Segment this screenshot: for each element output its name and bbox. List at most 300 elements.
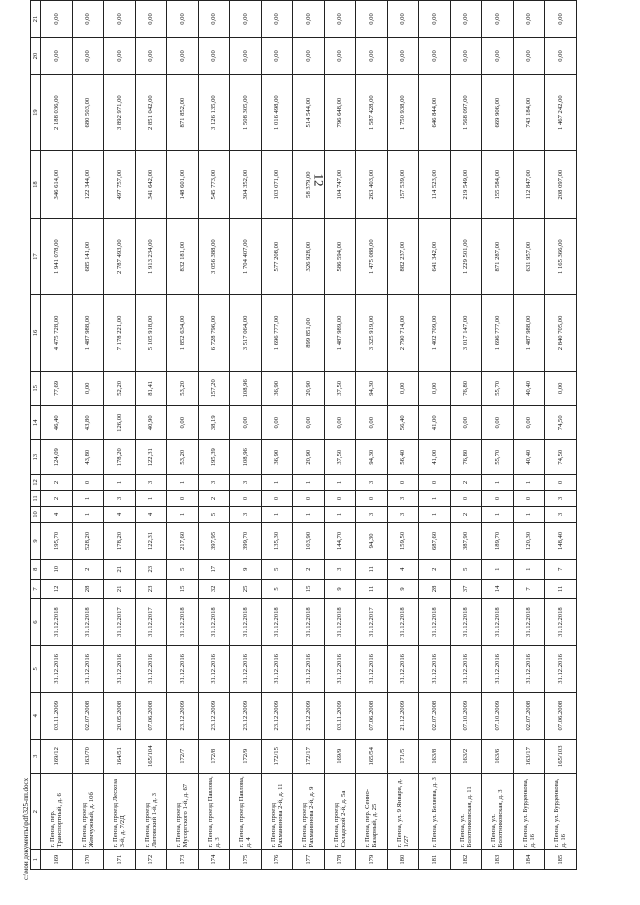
table-cell: 46,40 — [41, 406, 73, 440]
table-cell: 0,00 — [72, 1, 104, 38]
table-cell: 5 — [198, 506, 230, 522]
table-cell: 31.12.2017 — [104, 599, 136, 646]
table-cell: 41,00 — [419, 440, 451, 474]
table-cell: 23.12.2009 — [261, 692, 293, 739]
table-cell: 304 352,00 — [230, 151, 262, 219]
table-cell: 3 — [198, 474, 230, 490]
table-cell: 0,00 — [513, 38, 545, 75]
table-cell: 387,90 — [450, 522, 482, 559]
table-cell: 155 584,00 — [482, 151, 514, 219]
table-cell: 169/12 — [41, 739, 73, 773]
address-cell: г. Пенза, ул. 9 Января, д. 1/27 — [387, 774, 419, 850]
table-cell: 178 — [324, 850, 356, 870]
table-cell: 159,50 — [387, 522, 419, 559]
table-cell: 1 487 988,00 — [513, 295, 545, 371]
table-cell: 514 544,00 — [293, 74, 325, 150]
table-cell: 43,80 — [72, 406, 104, 440]
table-cell: 0,00 — [482, 38, 514, 75]
table-cell: 5 — [450, 559, 482, 579]
table-cell: 0 — [261, 490, 293, 506]
table-cell: 165/54 — [356, 739, 388, 773]
table-cell: 104 747,00 — [324, 151, 356, 219]
table-cell: 1 696 777,00 — [261, 295, 293, 371]
table-cell: 0,00 — [230, 1, 262, 38]
table-cell: 0,00 — [513, 1, 545, 38]
table-cell: 7 — [513, 579, 545, 599]
table-cell: 497 757,00 — [104, 151, 136, 219]
table-cell: 2 188 036,00 — [41, 74, 73, 150]
table-cell: 1 — [482, 506, 514, 522]
table-cell: 02.07.2008 — [513, 692, 545, 739]
table-cell: 120,30 — [513, 522, 545, 559]
column-header: 9 — [31, 522, 41, 559]
table-cell: 03.11.2009 — [324, 692, 356, 739]
table-cell: 52,20 — [104, 371, 136, 405]
table-cell: 0,00 — [135, 1, 167, 38]
address-cell: г. Пенза, проезд Литовский 1-й, д. 3 — [135, 774, 167, 850]
table-cell: 28 — [419, 579, 451, 599]
table-cell: 31.12.2018 — [230, 599, 262, 646]
column-header: 7 — [31, 579, 41, 599]
table-cell: 0,00 — [293, 406, 325, 440]
table-cell: 0,00 — [261, 38, 293, 75]
table-cell: 0,00 — [167, 406, 199, 440]
table-cell: 41,00 — [419, 406, 451, 440]
column-header: 6 — [31, 599, 41, 646]
table-cell: 3 — [387, 506, 419, 522]
table-cell: 37 — [450, 579, 482, 599]
table-cell: 07.06.2008 — [135, 692, 167, 739]
column-header: 10 — [31, 506, 41, 522]
table-cell: 0,00 — [513, 406, 545, 440]
table-cell: 9 — [324, 579, 356, 599]
table-row — [293, 1, 325, 870]
table-cell: 5 — [261, 559, 293, 579]
table-cell: 7 178 221,00 — [104, 295, 136, 371]
table-cell: 36,90 — [261, 371, 293, 405]
table-cell: 4 — [41, 506, 73, 522]
table-cell: 687,60 — [419, 522, 451, 559]
table-cell: 0,00 — [482, 406, 514, 440]
table-cell: 81,41 — [135, 371, 167, 405]
table-cell: 56,40 — [387, 406, 419, 440]
table-cell: 11 — [356, 579, 388, 599]
table-cell: 108,96 — [230, 371, 262, 405]
table-cell: 1 402 709,00 — [419, 295, 451, 371]
table-cell: 219 549,00 — [450, 151, 482, 219]
table-cell: 94,30 — [356, 371, 388, 405]
table-cell: 157,20 — [198, 371, 230, 405]
table-cell: 31.12.2016 — [419, 646, 451, 693]
table-cell: 0 — [293, 490, 325, 506]
table-cell: 31.12.2018 — [450, 599, 482, 646]
table-cell: 577 208,00 — [261, 218, 293, 294]
table-row — [104, 1, 136, 870]
table-cell: 94,30 — [356, 440, 388, 474]
table-cell: 0,00 — [167, 1, 199, 38]
table-cell: 02.07.2008 — [419, 692, 451, 739]
table-cell: 94,30 — [356, 522, 388, 559]
table-cell: 07.06.2008 — [545, 692, 577, 739]
table-cell: 3 — [387, 490, 419, 506]
table-cell: 31.12.2016 — [482, 646, 514, 693]
table-cell: 3 — [230, 506, 262, 522]
table-cell: 31.12.2016 — [72, 646, 104, 693]
table-cell: 2 840 705,00 — [545, 295, 577, 371]
table-cell: 0,00 — [356, 406, 388, 440]
address-cell: г. Пенза, ул. Болотниковская, д. 3 — [482, 774, 514, 850]
table-cell: 31.12.2016 — [261, 646, 293, 693]
table-cell: 5 — [261, 579, 293, 599]
table-cell: 40,40 — [513, 440, 545, 474]
table-cell: 6 728 796,00 — [198, 295, 230, 371]
table-cell: 3 126 135,00 — [198, 74, 230, 150]
table-cell: 685 141,00 — [72, 218, 104, 294]
address-cell: г. Пенза, проезд Рахманинова 2-й, д. 11 — [261, 774, 293, 850]
table-cell: 31.12.2016 — [450, 646, 482, 693]
table-cell: 2 — [198, 490, 230, 506]
table-cell: 36,90 — [261, 440, 293, 474]
table-cell: 181 — [419, 850, 451, 870]
table-cell: 1 — [293, 506, 325, 522]
table-cell: 0,00 — [545, 38, 577, 75]
table-cell: 163/17 — [513, 739, 545, 773]
table-cell: 1 568 097,00 — [450, 74, 482, 150]
table-cell: 31.12.2018 — [261, 599, 293, 646]
table-cell: 180 — [387, 850, 419, 870]
rotated-table-container — [30, 0, 582, 870]
table-cell: 0 — [387, 474, 419, 490]
table-cell: 641 342,00 — [419, 218, 451, 294]
table-cell: 0,00 — [230, 38, 262, 75]
table-cell: 7 — [545, 559, 577, 579]
column-header: 16 — [31, 295, 41, 371]
column-header: 20 — [31, 38, 41, 75]
table-cell: 53,20 — [167, 440, 199, 474]
table-cell: 1 467 242,00 — [545, 74, 577, 150]
table-cell: 23.12.2009 — [167, 692, 199, 739]
table-cell: 122,31 — [135, 522, 167, 559]
table-cell: 178,20 — [104, 440, 136, 474]
table-cell: 0,00 — [135, 38, 167, 75]
header-row — [31, 1, 41, 870]
address-cell: г. Пенза, проезд Жемчужный, д. 10б — [72, 774, 104, 850]
table-cell: 0 — [419, 474, 451, 490]
table-cell: 31.12.2016 — [324, 646, 356, 693]
table-cell: 0,00 — [104, 38, 136, 75]
table-cell: 1 — [261, 506, 293, 522]
table-cell: 03.11.2009 — [41, 692, 73, 739]
table-cell: 11 — [545, 579, 577, 599]
table-cell: 3 — [135, 474, 167, 490]
table-cell: 217,60 — [167, 522, 199, 559]
table-cell: 1 — [482, 474, 514, 490]
column-header: 14 — [31, 406, 41, 440]
table-cell: 31.12.2016 — [198, 646, 230, 693]
table-cell: 0 — [513, 490, 545, 506]
table-cell: 25 — [230, 579, 262, 599]
table-cell: 31.12.2016 — [41, 646, 73, 693]
table-cell: 171 — [104, 850, 136, 870]
table-cell: 31.12.2016 — [387, 646, 419, 693]
column-header: 17 — [31, 218, 41, 294]
table-cell: 0,00 — [450, 1, 482, 38]
table-cell: 1 941 078,00 — [41, 218, 73, 294]
table-cell: 2 — [293, 559, 325, 579]
table-cell: 4 — [387, 559, 419, 579]
table-cell: 346 614,00 — [41, 151, 73, 219]
table-cell: 148 601,00 — [167, 151, 199, 219]
table-cell: 76,80 — [450, 440, 482, 474]
table-cell: 1 — [419, 506, 451, 522]
table-row — [72, 1, 104, 870]
table-cell: 176 — [261, 850, 293, 870]
table-cell: 0,00 — [261, 406, 293, 440]
column-header: 21 — [31, 1, 41, 38]
table-cell: 40,90 — [135, 406, 167, 440]
table-cell: 2 — [450, 474, 482, 490]
column-header: 11 — [31, 490, 41, 506]
table-cell: 172/17 — [293, 739, 325, 773]
table-cell: 2 — [41, 474, 73, 490]
table-cell: 103,90 — [293, 522, 325, 559]
table-cell: 32 — [198, 579, 230, 599]
address-cell: г. Пенза, проезд Складской 2-й, д. 5а — [324, 774, 356, 850]
footer-file-path: c:\мои документы\pdf\325-пп.docx — [22, 777, 30, 880]
table-cell: 399,70 — [230, 522, 262, 559]
table-cell: 1 — [513, 506, 545, 522]
table-cell: 0,00 — [41, 1, 73, 38]
table-cell: 3 056 388,00 — [198, 218, 230, 294]
table-cell: 20.05.2008 — [104, 692, 136, 739]
table-cell: 31.12.2018 — [41, 599, 73, 646]
table-cell: 1 — [167, 506, 199, 522]
table-cell: 31.12.2016 — [135, 646, 167, 693]
table-cell: 1 — [293, 474, 325, 490]
table-cell: 40,40 — [513, 371, 545, 405]
table-cell: 1 — [324, 506, 356, 522]
column-header: 3 — [31, 739, 41, 773]
table-cell: 183 — [482, 850, 514, 870]
table-cell: 1 — [104, 474, 136, 490]
table-cell: 31.12.2018 — [482, 599, 514, 646]
table-cell: 31.12.2018 — [513, 599, 545, 646]
table-cell: 1 508 305,00 — [230, 74, 262, 150]
table-cell: 0 — [72, 474, 104, 490]
table-cell: 9 — [387, 579, 419, 599]
address-cell: г. Пенза, пер. Транспортный, д. 6 — [41, 774, 73, 850]
table-cell: 184 — [513, 850, 545, 870]
table-cell: 189,70 — [482, 522, 514, 559]
table-cell: 15 — [293, 579, 325, 599]
table-cell: 1 — [72, 490, 104, 506]
table-cell: 1 475 088,00 — [356, 218, 388, 294]
table-row — [41, 1, 73, 870]
table-cell: 899 851,00 — [293, 295, 325, 371]
column-header: 18 — [31, 151, 41, 219]
table-cell: 74,50 — [545, 406, 577, 440]
table-cell: 31.12.2016 — [545, 646, 577, 693]
table-cell: 58 379,00 — [293, 151, 325, 219]
data-table — [30, 0, 577, 870]
table-cell: 669 906,00 — [482, 74, 514, 150]
table-cell: 0 — [167, 490, 199, 506]
table-cell: 0,00 — [419, 371, 451, 405]
table-row — [513, 1, 545, 870]
table-cell: 1 — [513, 474, 545, 490]
table-cell: 0,00 — [545, 371, 577, 405]
table-cell: 2 — [419, 559, 451, 579]
table-cell: 882 237,00 — [387, 218, 419, 294]
table-cell: 0,00 — [450, 38, 482, 75]
table-cell: 07.10.2009 — [482, 692, 514, 739]
table-cell: 31.12.2018 — [545, 599, 577, 646]
table-cell: 2 787 493,00 — [104, 218, 136, 294]
table-row — [387, 1, 419, 870]
table-cell: 0,00 — [198, 38, 230, 75]
table-cell: 0,00 — [482, 1, 514, 38]
table-cell: 174 — [198, 850, 230, 870]
table-cell: 31.12.2018 — [419, 599, 451, 646]
column-header: 2 — [31, 774, 41, 850]
table-cell: 263 403,00 — [356, 151, 388, 219]
column-header: 8 — [31, 559, 41, 579]
table-row — [261, 1, 293, 870]
column-header: 12 — [31, 474, 41, 490]
column-header: 15 — [31, 371, 41, 405]
table-cell: 195,70 — [41, 522, 73, 559]
table-cell: 31.12.2016 — [513, 646, 545, 693]
table-cell: 3 — [324, 559, 356, 579]
column-header: 1 — [31, 850, 41, 870]
table-cell: 2 790 714,00 — [387, 295, 419, 371]
table-cell: 163/8 — [419, 739, 451, 773]
table-cell: 74,50 — [545, 440, 577, 474]
table-cell: 0,00 — [356, 38, 388, 75]
table-cell: 0,00 — [387, 1, 419, 38]
table-cell: 0,00 — [261, 1, 293, 38]
table-cell: 122,31 — [135, 440, 167, 474]
column-header: 4 — [31, 692, 41, 739]
table-cell: 0 — [230, 490, 262, 506]
table-row — [356, 1, 388, 870]
table-cell: 1 750 938,00 — [387, 74, 419, 150]
table-cell: 15 — [167, 579, 199, 599]
address-cell: г. Пенза, проезд Павлова, д. 4 — [230, 774, 262, 850]
table-cell: 341 642,00 — [135, 151, 167, 219]
table-cell: 0,00 — [324, 406, 356, 440]
table-cell: 23 — [135, 579, 167, 599]
table-cell: 1 165 366,00 — [545, 218, 577, 294]
address-cell: г. Пенза, ул. Бурденкова, д. 16 — [545, 774, 577, 850]
table-cell: 165/103 — [545, 739, 577, 773]
table-cell: 20,90 — [293, 440, 325, 474]
table-cell: 31.12.2018 — [387, 599, 419, 646]
table-cell: 31.12.2016 — [230, 646, 262, 693]
table-cell: 1 — [167, 474, 199, 490]
table-cell: 144,70 — [324, 522, 356, 559]
table-cell: 0,00 — [450, 406, 482, 440]
column-header: 5 — [31, 646, 41, 693]
table-cell: 28 — [72, 579, 104, 599]
table-cell: 31.12.2017 — [356, 599, 388, 646]
table-cell: 871 852,00 — [167, 74, 199, 150]
table-cell: 3 017 147,00 — [450, 295, 482, 371]
table-cell: 21.12.2009 — [387, 692, 419, 739]
table-cell: 3 892 971,00 — [104, 74, 136, 150]
table-cell: 4 — [104, 506, 136, 522]
table-cell: 164/51 — [104, 739, 136, 773]
table-cell: 2 — [450, 506, 482, 522]
table-cell: 37,50 — [324, 440, 356, 474]
table-cell: 172 — [135, 850, 167, 870]
table-cell: 528,20 — [72, 522, 104, 559]
table-cell: 0 — [545, 474, 577, 490]
table-cell: 55,70 — [482, 371, 514, 405]
table-cell: 23.12.2009 — [198, 692, 230, 739]
table-row — [198, 1, 230, 870]
table-cell: 185 — [545, 850, 577, 870]
table-cell: 31.12.2018 — [72, 599, 104, 646]
address-cell: г. Пенза, ул. Бурденкова, д. 16 — [513, 774, 545, 850]
address-cell: г. Пенза, ул. Болотниковская, д. 11 — [450, 774, 482, 850]
table-cell: 646 844,00 — [419, 74, 451, 150]
table-cell: 2 851 042,00 — [135, 74, 167, 150]
table-cell: 31.12.2018 — [293, 599, 325, 646]
table-cell: 148,40 — [545, 522, 577, 559]
table-cell: 76,80 — [450, 371, 482, 405]
table-row — [167, 1, 199, 870]
table-cell: 3 — [104, 490, 136, 506]
table-row — [135, 1, 167, 870]
address-cell: г. Пенза, ул. Беляева, д. 3 — [419, 774, 451, 850]
table-cell: 23 — [135, 559, 167, 579]
table-cell: 5 — [167, 559, 199, 579]
table-cell: 12 — [41, 579, 73, 599]
table-cell: 173 — [167, 850, 199, 870]
table-cell: 114 523,00 — [419, 151, 451, 219]
table-cell: 0,00 — [104, 1, 136, 38]
column-header: 19 — [31, 74, 41, 150]
table-row — [419, 1, 451, 870]
table-cell: 21 — [104, 559, 136, 579]
table-cell: 20,90 — [293, 371, 325, 405]
address-cell: г. Пенза, проезд Мусоргского 1-й, д. 67 — [167, 774, 199, 850]
table-cell: 179 — [356, 850, 388, 870]
table-cell: 326 928,00 — [293, 218, 325, 294]
table-cell: 175 — [230, 850, 262, 870]
table-cell: 31.12.2016 — [104, 646, 136, 693]
table-cell: 02.07.2008 — [72, 692, 104, 739]
table-cell: 0,00 — [293, 38, 325, 75]
address-cell: г. Пенза, проезд Рахманинова 2-й, д. 9 — [293, 774, 325, 850]
table-cell: 3 — [356, 474, 388, 490]
table-cell: 1 016 498,00 — [261, 74, 293, 150]
table-cell: 31.12.2016 — [167, 646, 199, 693]
table-cell: 172/9 — [230, 739, 262, 773]
table-cell: 5 105 918,00 — [135, 295, 167, 371]
table-cell: 172/15 — [261, 739, 293, 773]
table-cell: 1 — [72, 506, 104, 522]
table-cell: 53,20 — [167, 371, 199, 405]
table-cell: 0 — [356, 490, 388, 506]
table-cell: 14 — [482, 579, 514, 599]
table-cell: 163/70 — [72, 739, 104, 773]
table-cell: 0,00 — [324, 1, 356, 38]
table-row — [324, 1, 356, 870]
table-cell: 21 — [104, 579, 136, 599]
table-cell: 108,96 — [230, 440, 262, 474]
